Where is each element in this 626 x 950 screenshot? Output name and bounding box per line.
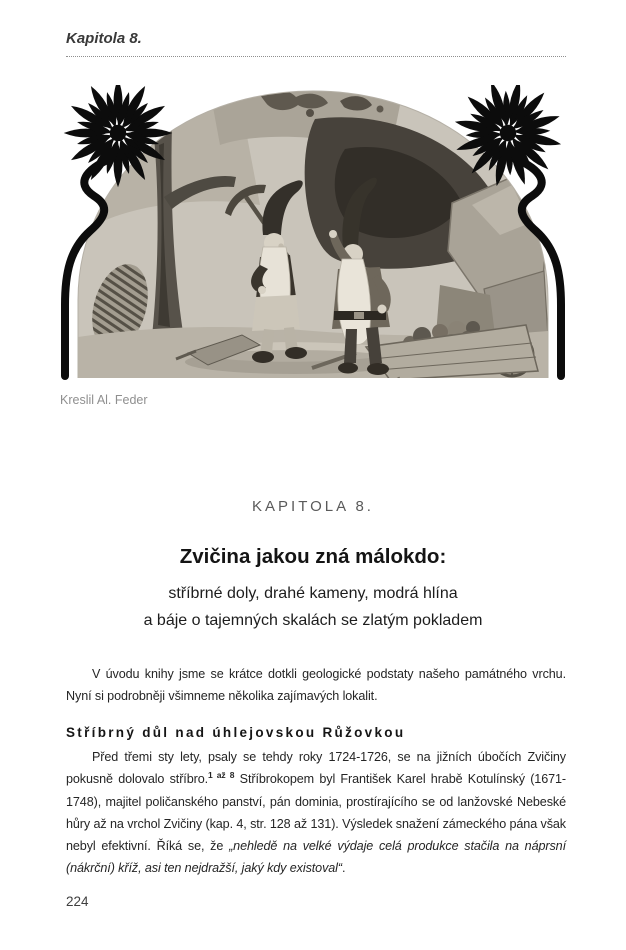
header-rule (66, 56, 566, 57)
intro-paragraph: V úvodu knihy jsme se krátce dotkli geologické podstaty našeho památného vrchu. Nyní si podrobněji všimneme několika zajímavých lokalit. (66, 667, 566, 703)
chapter-title: Zvičina jakou zná málokdo: (179, 545, 447, 568)
paragraph-text: Stříbrokopem byl František Karel hrabě Kotulínský (1671-1748), majitel poličanského panství, pán dominia, prostírajícího se od lanžovské Nebeské hůry až na vrchol Zvičiny (kap. 4, str. 128 až 131). Výsledek snažení zámeckého pána však nebyl efektivní. Říká se, že (66, 772, 567, 854)
paragraph-quote: „nehledě na velké výdaje celá produkce stačila na náprsní (nákrční) kříž, asi ten nejdražší, jaký kdy existoval“ (66, 839, 566, 876)
footnote-reference: 1 až 8 (208, 770, 235, 781)
chapter-subtitle-line1: stříbrné doly, drahé kameny, modrá hlína (168, 585, 458, 602)
running-header: Kapitola 8. (66, 30, 142, 47)
paragraph-text: Před třemi sty lety, psaly se tehdy roky 1724-1726, se na jižních úbočích Zvičiny pokusně dolovalo stříbro. (66, 750, 566, 787)
chapter-figure (60, 85, 566, 407)
body-paragraph (66, 746, 566, 880)
illustration-caption: Kreslil Al. Feder (60, 393, 148, 407)
chapter-kicker: KAPITOLA 8. (252, 498, 374, 515)
mine-illustration (60, 85, 566, 380)
page-number: 224 (66, 894, 89, 909)
chapter-subtitle-line2: a báje o tajemných skalách se zlatým pokladem (143, 612, 483, 629)
section-heading: Stříbrný důl nad úhlejovskou Růžovkou (66, 725, 406, 740)
chapter-subtitle (0, 580, 626, 634)
paragraph-text: . (341, 861, 346, 876)
